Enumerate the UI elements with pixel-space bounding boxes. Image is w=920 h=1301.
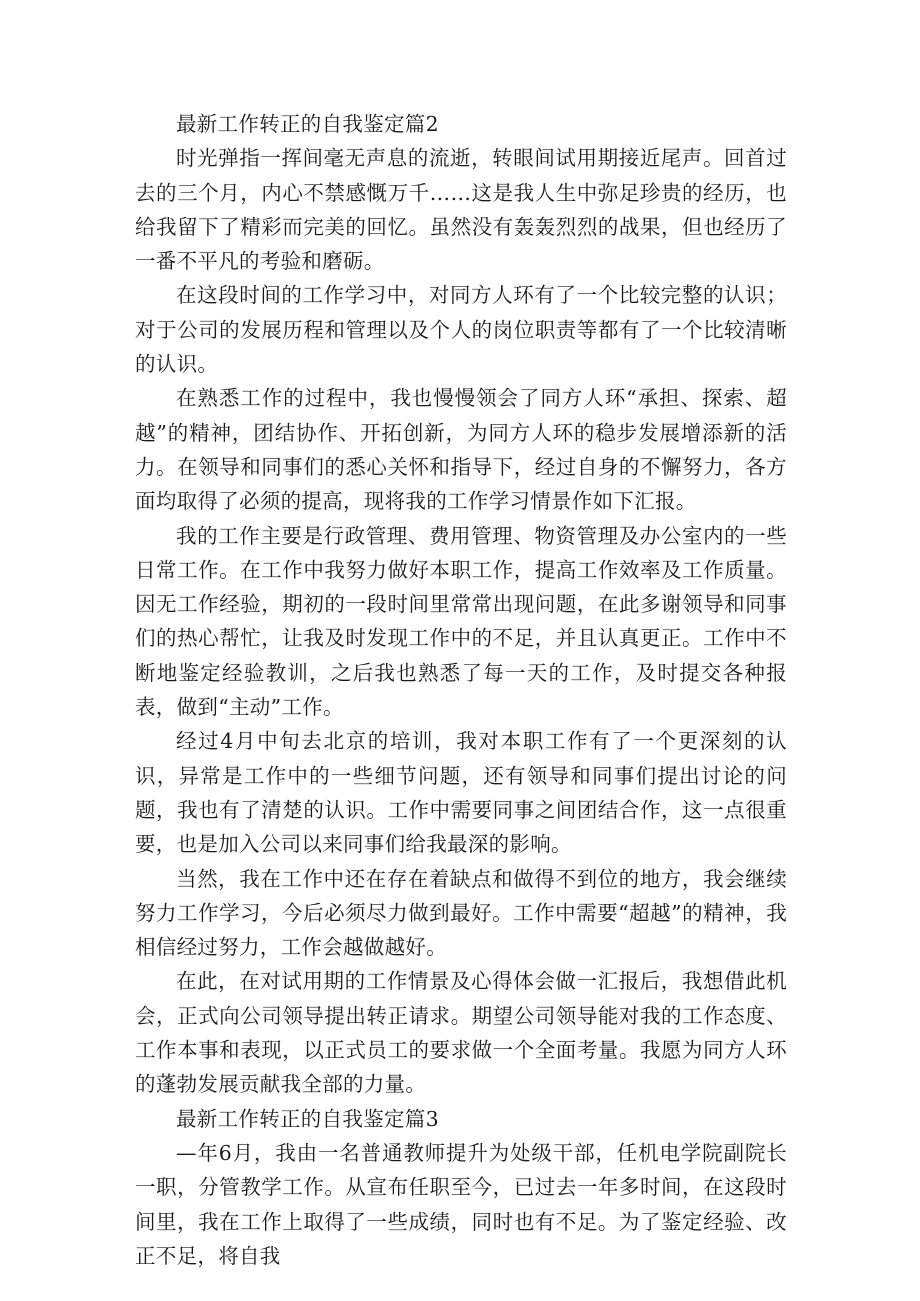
paragraph: 在熟悉工作的过程中，我也慢慢领会了同方人环“承担、探索、超越”的精神，团结协作、开拓创新，为同方人环的稳步发展增添新的活力。在领导和同事们的悉心关怀和指导下，经过自身的不懈努力，各方面均取得了必须的提高，现将我的工作学习情景作如下汇报。 [135, 386, 787, 514]
paragraph: 经过4月中旬去北京的培训，我对本职工作有了一个更深刻的认识，异常是工作中的一些细节问题，还有领导和同事们提出讨论的问题，我也有了清楚的认识。工作中需要同事之间团结合作，这一点很重要，也是加入公司以来同事们给我最深的影响。 [135, 729, 787, 857]
paragraph: 当然，我在工作中还在存在着缺点和做得不到位的地方，我会继续努力工作学习，今后必须尽力做到最好。工作中需要“超越”的精神，我相信经过努力，工作会越做越好。 [135, 866, 787, 960]
paragraph: 在此，在对试用期的工作情景及心得体会做一汇报后，我想借此机会，正式向公司领导提出转正请求。期望公司领导能对我的工作态度、工作本事和表现，以正式员工的要求做一个全面考量。我愿为同方人环的蓬勃发展贡献我全部的力量。 [135, 969, 787, 1097]
paragraph: 我的工作主要是行政管理、费用管理、物资管理及办公室内的一些日常工作。在工作中我努力做好本职工作，提高工作效率及工作质量。因无工作经验，期初的一段时间里常常出现问题，在此多谢领导和同事们的热心帮忙，让我及时发现工作中的不足，并且认真更正。工作中不断地鉴定经验教训，之后我也熟悉了每一天的工作，及时提交各种报表，做到“主动”工作。 [135, 523, 787, 720]
section-heading: 最新工作转正的自我鉴定篇2 [176, 112, 439, 136]
document-body [135, 107, 787, 1273]
section-heading: 最新工作转正的自我鉴定篇3 [176, 1106, 439, 1131]
paragraph: —年6月，我由一名普通教师提升为处级干部，任机电学院副院长一职，分管教学工作。从宣布任职至今，已过去一年多时间，在这段时间里，我在工作上取得了一些成绩，同时也有不足。为了鉴定经验、改正不足，将自我 [135, 1140, 787, 1268]
paragraph: 时光弹指一挥间毫无声息的流逝，转眼间试用期接近尾声。回首过去的三个月，内心不禁感慨万千……这是我人生中弥足珍贵的经历，也给我留下了精彩而完美的回忆。虽然没有轰轰烈烈的战果，但也经历了一番不平凡的考验和磨砺。 [135, 146, 787, 274]
paragraph: 在这段时间的工作学习中，对同方人环有了一个比较完整的认识；对于公司的发展历程和管理以及个人的岗位职责等都有了一个比较清晰的认识。 [135, 283, 787, 377]
